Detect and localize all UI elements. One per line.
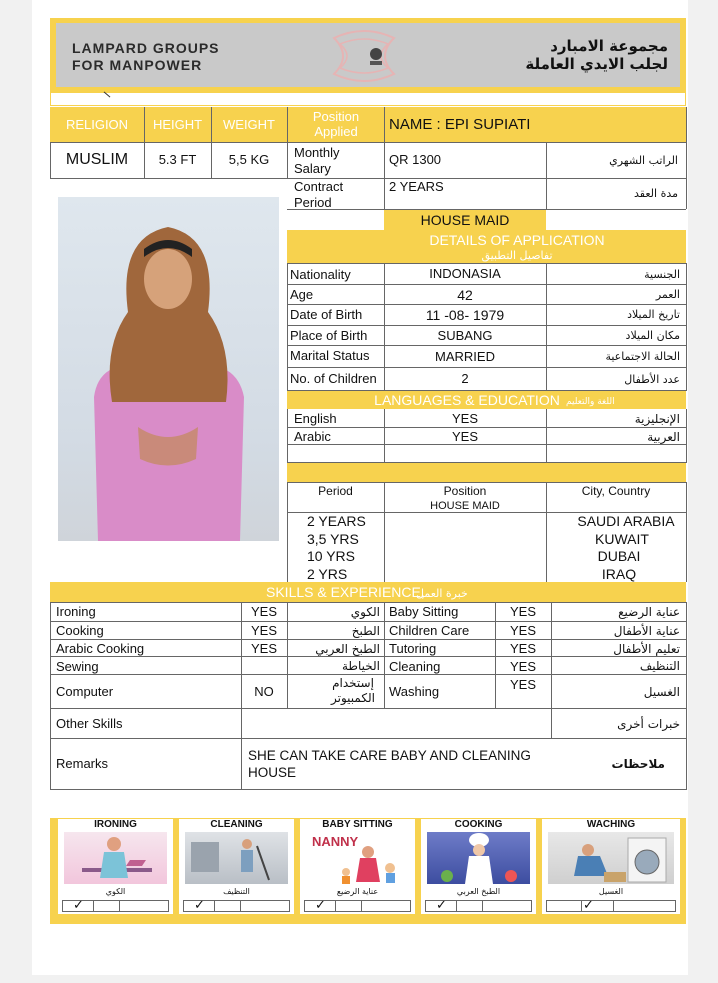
pob-ar: مكان الميلاد [625,329,680,342]
skill-babysitting-label: Baby Sitting [389,604,459,619]
languages-title-ar: اللغة والتعليم [566,397,615,407]
applicant-name: NAME : EPI SUPIATI [389,116,531,133]
marital-ar: الحالة الاجتماعية [605,350,680,363]
skill-sewing-ar: الخياطة [342,659,380,673]
tile-ironing [58,819,173,914]
age-label: Age [290,287,314,302]
dob-label: Date of Birth [290,307,363,322]
tile-washing-label: WACHING [586,819,636,830]
tile-cleaning [179,819,294,914]
position-value-exp: HOUSE MAID [430,500,500,512]
arabic-ar: العربية [647,430,680,444]
skill-childcare-label: Children Care [389,623,470,638]
country-4: IRAQ [601,566,637,582]
skill-sewing-label: Sewing [56,659,99,674]
height-value: 5.3 FT [158,152,197,167]
pob-label: Place of Birth [290,328,368,343]
pob-value: SUBANG [437,328,493,343]
skill-arabic-cooking-value: YES [250,641,277,656]
english-value: YES [451,411,478,426]
tile-cooking [421,819,536,914]
check-mark-icon: ✓ [73,897,84,912]
skills-title: SKILLS & EXPERIENCE, [266,584,425,600]
position-value: HOUSE MAID [420,212,510,228]
tile-cleaning-ar: التنظيف [223,887,250,896]
height-label: HEIGHT [152,117,203,132]
remarks-label: Remarks [56,756,109,771]
nationality-value: INDONASIA [429,266,501,281]
washing-icon [548,832,674,884]
tile-ironing-label: IRONING [94,819,137,830]
check-mark-icon: ✓ [436,897,447,912]
check-mark-icon: ✓ [194,897,205,912]
company-name-ar-2: لجلب الايدي العاملة [525,55,668,73]
skill-cooking-ar: الطبخ [351,624,380,638]
position-header: Position [443,484,487,498]
english-ar: الإنجليزية [634,412,680,426]
skill-babysitting-value: YES [509,604,536,619]
contract-label: Contract Period [294,179,344,210]
details-title-ar: تفاصيل التطبيق [481,249,553,262]
ironing-icon [64,832,167,884]
skill-computer-ar: إستخدام الكمبيوتر [331,676,375,705]
tile-cleaning-check [183,897,290,912]
tile-baby-sitting-check [304,897,411,912]
skill-cooking-label: Cooking [56,623,104,638]
skill-cooking-value: YES [250,623,277,638]
contract-label-ar: مدة العقد [634,187,678,200]
company-name-en: LAMPARD GROUPS FOR MANPOWER [72,40,220,73]
skill-ironing-label: Ironing [56,604,96,619]
country-3: DUBAI [597,548,641,564]
skill-computer-value: NO [254,684,274,699]
skill-cleaning-ar: التنظيف [639,659,680,673]
skill-tutoring-label: Tutoring [389,641,437,656]
weight-value: 5,5 KG [228,152,270,167]
country-1: SAUDI ARABIA [577,513,675,529]
other-skills-label: Other Skills [56,716,123,731]
contract-value: 2 YEARS [389,179,444,194]
tile-cooking-check [425,897,532,912]
skills-title-ar: خبرة العمل [416,587,468,600]
children-value: 2 [461,371,469,386]
tile-cleaning-label: CLEANING [210,819,263,830]
tile-washing-check [546,897,676,912]
age-value: 42 [457,287,473,303]
skill-arabic-cooking-label: Arabic Cooking [56,641,145,656]
salary-value: QR 1300 [389,152,442,167]
period-1: 2 YEARS [307,513,366,529]
period-header: Period [318,484,353,498]
children-label: No. of Children [290,371,377,386]
skill-washing-label: Washing [389,684,440,699]
skill-childcare-ar: عناية الأطفال [613,624,680,638]
tile-washing [542,819,680,914]
company-logo [326,28,402,84]
arabic-value: YES [451,429,478,444]
salary-label-ar: الراتب الشهري [609,154,678,167]
dob-ar: تاريخ الميلاد [627,308,680,321]
check-mark-icon: ✓ [583,897,594,912]
spacer-bar [287,463,686,482]
country-header: City, Country [581,484,651,498]
religion-value: MUSLIM [65,151,129,168]
skill-arabic-cooking-ar: الطبخ العربي [315,642,380,656]
header-strip [50,92,686,106]
other-skills-ar: خبرات أخرى [617,717,680,731]
arabic-label: Arabic [294,429,331,444]
period-4: 2 YRS [307,566,348,582]
skill-cleaning-value: YES [509,659,536,674]
skill-childcare-value: YES [509,623,536,638]
remarks-ar: ملاحظات [611,757,665,771]
period-3: 10 YRS [307,548,355,564]
weight-label: WEIGHT [223,117,275,132]
check-mark-icon: ✓ [315,897,326,912]
cooking-icon [427,832,530,884]
skill-cleaning-label: Cleaning [389,659,441,674]
nationality-ar: الجنسية [644,268,680,281]
tile-baby-sitting [300,819,415,914]
age-ar: العمر [655,288,680,301]
english-label: English [294,411,337,426]
marital-label: Marital Status [290,348,370,363]
applicant-photo [58,197,279,541]
nationality-label: Nationality [290,267,351,282]
tile-cooking-ar: الطبخ العربي [456,887,501,896]
skill-babysitting-ar: عناية الرضيع [618,605,680,619]
tile-baby-sitting-label: BABY SITTING [322,819,393,830]
baby-sitting-icon [306,832,409,884]
tile-baby-sitting-ar: عناية الرضيع [336,887,379,896]
skill-tutoring-ar: تعليم الأطفال [613,642,680,656]
children-ar: عدد الأطفال [624,373,680,386]
marital-value: MARRIED [435,349,495,364]
skill-tutoring-value: YES [509,641,536,656]
cleaning-icon [185,832,288,884]
religion-label: RELIGION [65,117,129,132]
skill-washing-value: YES [509,677,536,692]
salary-label: Monthly Salary [294,145,340,176]
tile-ironing-check [62,897,169,912]
tile-cooking-label: COOKING [454,819,503,830]
position-applied-label: Position Applied [312,109,360,139]
languages-title: LANGUAGES & EDUCATION [374,392,560,408]
remarks-value: SHE CAN TAKE CARE BABY AND CLEANING HOUSE [248,748,531,780]
company-name-ar-1: مجموعة الامبارد [550,37,668,55]
details-title: DETAILS OF APPLICATION [429,232,605,248]
skill-ironing-value: YES [250,604,277,619]
country-2: KUWAIT [595,531,649,547]
tile-washing-ar: الغسيل [598,887,624,896]
skill-washing-ar: الغسيل [643,685,680,699]
period-2: 3,5 YRS [307,531,359,547]
nanny-logo-text: NANNY [312,834,359,849]
dob-value: 11 -08- 1979 [425,307,505,323]
skill-ironing-ar: الكوي [350,605,380,619]
tile-ironing-ar: الكوي [105,887,126,896]
skill-computer-label: Computer [56,684,114,699]
